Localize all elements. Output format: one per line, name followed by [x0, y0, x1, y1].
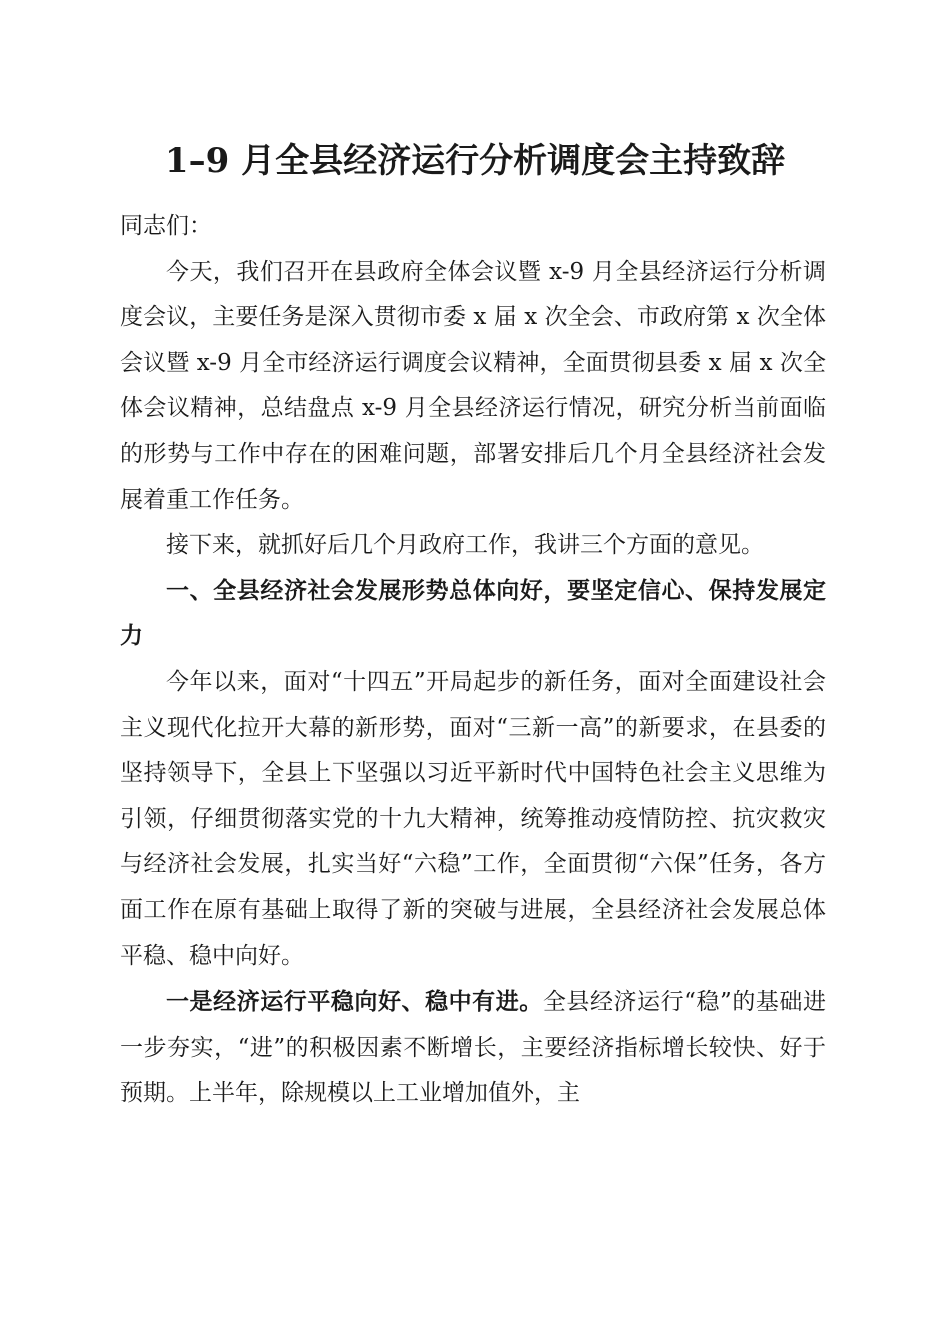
transition-paragraph: 接下来，就抓好后几个月政府工作，我讲三个方面的意见。 — [166, 532, 764, 559]
point-1-lead: 一是经济运行平稳向好、稳中有进。 — [166, 988, 543, 1016]
intro-paragraph: 今天，我们召开在县政府全体会议暨 x-9 月全县经济运行分析调度会议，主要任务是深入贯彻市委 x 届 x 次全会、市政府第 x 次全体会议暨 x-9 月全市经济运行调度会议精神，全面贯彻县委 x 届 x 次全体会议精神，总结盘点 x-9 月全县经济运行情况，研究分析当前面临的形势与工作中存在的困难问题，部署安排后几个月全县经济社会发展着重工作任务。 — [120, 258, 826, 513]
section-1-paragraph: 今年以来，面对“十四五”开局起步的新任务，面对全面建设社会主义现代化拉开大幕的新形势，面对“三新一高”的新要求，在县委的坚持领导下，全县上下坚强以习近平新时代中国特色社会主义思维为引领，仔细贯彻落实党的十九大精神，统筹推动疫情防控、抗灾救灾与经济社会发展，扎实当好“六稳”工作，全面贯彻“六保”任务，各方面工作在原有基础上取得了新的突破与进展，全县经济社会发展总体平稳、稳中向好。 — [120, 668, 826, 969]
document-title: 1–9 月全县经济运行分析调度会主持致辞 — [164, 141, 786, 181]
point-1-paragraph — [120, 979, 826, 1117]
point-1-text: 全县经济运行“稳”的基础进一步夯实，“进”的积极因素不断增长，主要经济指标增长较快、好于预期。上半年，除规模以上工业增加值外，主 — [120, 989, 826, 1107]
document-body — [120, 204, 826, 1117]
section-heading-1: 一、全县经济社会发展形势总体向好，要坚定信心、保持发展定力 — [120, 577, 826, 650]
salutation: 同志们： — [120, 213, 212, 239]
